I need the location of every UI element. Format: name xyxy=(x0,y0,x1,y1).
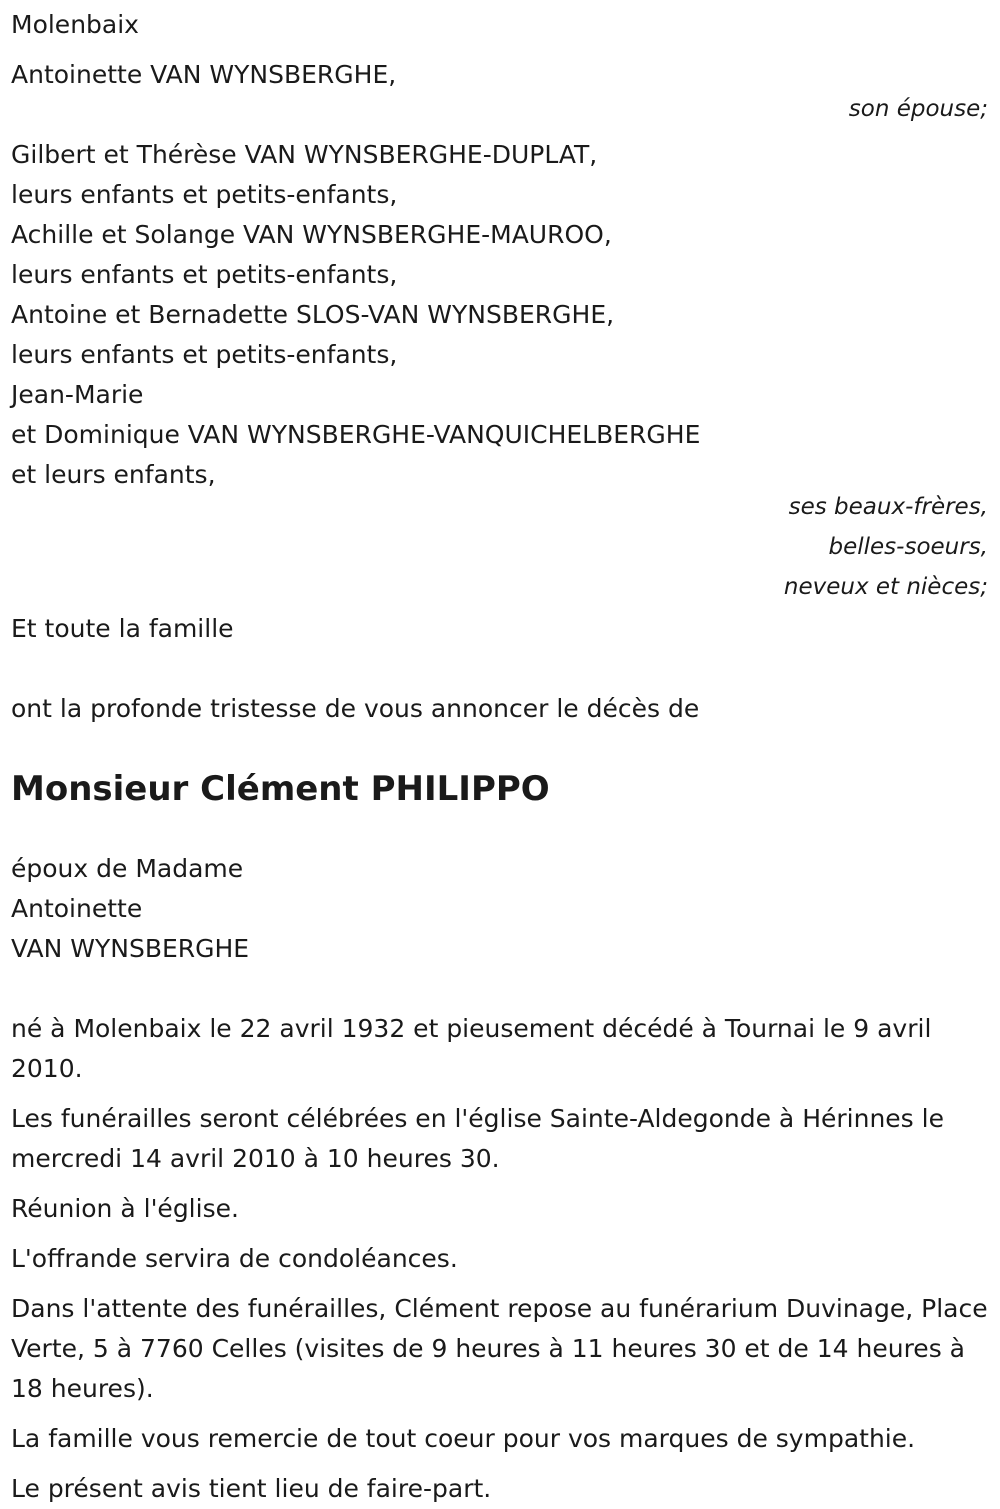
family-member-line: leurs enfants et petits-enfants, xyxy=(11,340,398,369)
announcement-intro: ont la profonde tristesse de vous annoncer le décès de xyxy=(11,694,700,723)
notice-text: Le présent avis tient lieu de faire-part. xyxy=(11,1474,492,1503)
spouse-name: Antoinette VAN WYNSBERGHE, xyxy=(11,60,397,89)
funeral-text: Les funérailles seront célébrées en l'église Sainte-Aldegonde à Hérinnes le mercredi 14 avril 2010 à 10 heures 30. xyxy=(11,1104,944,1173)
spacer xyxy=(11,969,990,1009)
thanks-text: La famille vous remercie de tout coeur pour vos marques de sympathie. xyxy=(11,1424,916,1453)
spouse-of-block xyxy=(11,849,990,969)
offering-text: L'offrande servira de condoléances. xyxy=(11,1244,458,1273)
family-role-line: ses beaux-frères, xyxy=(788,494,988,520)
birth-death-text: né à Molenbaix le 22 avril 1932 et pieusement décédé à Tournai le 9 avril 2010. xyxy=(11,1014,932,1083)
spouse-of-line: époux de Madame xyxy=(11,854,244,883)
family-member-line: Antoine et Bernadette SLOS-VAN WYNSBERGHE, xyxy=(11,300,615,329)
funerarium-text: Dans l'attente des funérailles, Clément repose au funérarium Duvinage, Place Verte, 5 à 7760 Celles (visites de 9 heures à 11 heures 30 et de 14 heures à 18 heures). xyxy=(11,1294,988,1403)
family-member-line: leurs enfants et petits-enfants, xyxy=(11,180,398,209)
meeting-text: Réunion à l'église. xyxy=(11,1194,239,1223)
family-roles xyxy=(11,487,990,607)
details-block xyxy=(11,1009,990,1509)
spacer xyxy=(11,649,990,689)
spouse-role: son épouse; xyxy=(848,96,988,122)
deceased-name: Monsieur Clément PHILIPPO xyxy=(11,769,550,809)
family-member-line: et Dominique VAN WYNSBERGHE-VANQUICHELBERGHE xyxy=(11,420,701,449)
family-member-line: et leurs enfants, xyxy=(11,460,216,489)
family-role-line: neveux et nièces; xyxy=(783,574,988,600)
family-role-line: belles-soeurs, xyxy=(828,534,988,560)
family-member-line: Achille et Solange VAN WYNSBERGHE-MAUROO, xyxy=(11,220,612,249)
all-family-text: Et toute la famille xyxy=(11,614,234,643)
family-member-line: leurs enfants et petits-enfants, xyxy=(11,260,398,289)
family-member-line: Jean-Marie xyxy=(11,380,144,409)
spouse-of-line: VAN WYNSBERGHE xyxy=(11,934,250,963)
location-text: Molenbaix xyxy=(11,10,139,39)
family-members-list xyxy=(11,135,990,495)
spouse-of-line: Antoinette xyxy=(11,894,143,923)
family-member-line: Gilbert et Thérèse VAN WYNSBERGHE-DUPLAT, xyxy=(11,140,598,169)
